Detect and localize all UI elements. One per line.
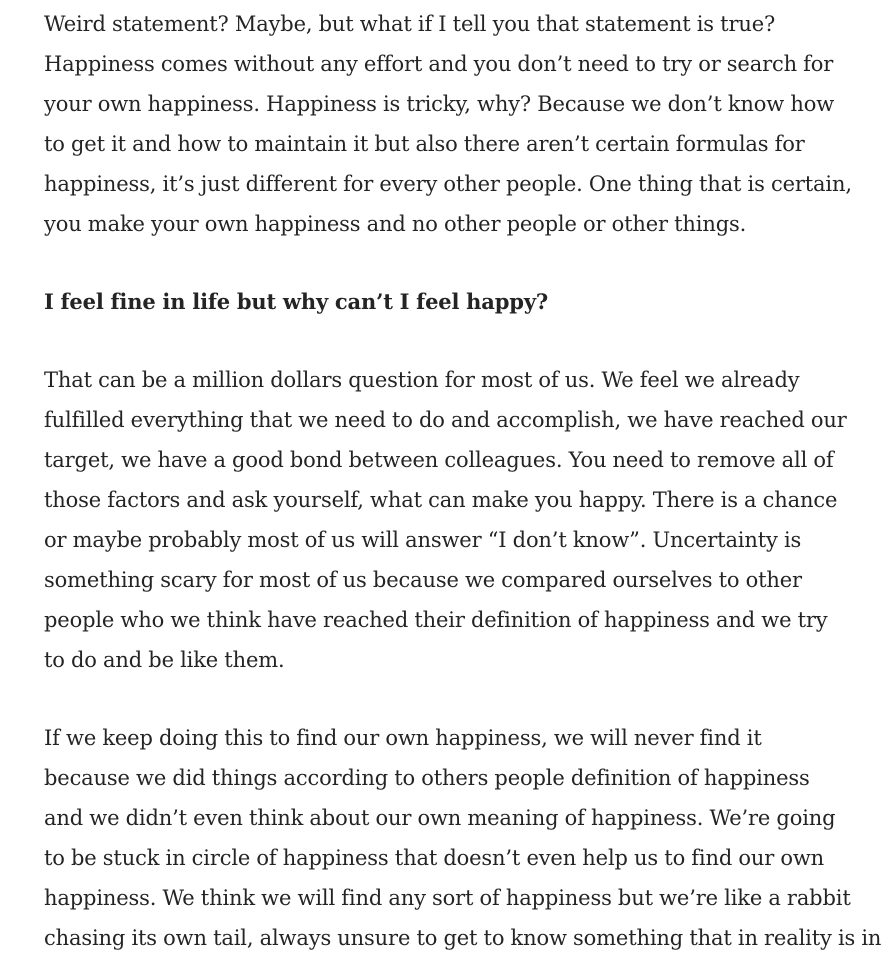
paragraph-circle [44, 718, 894, 958]
paragraph-spacer [44, 244, 894, 282]
paragraph-intro [44, 4, 894, 244]
text-line: to be stuck in circle of happiness that doesn’t even help us to find our own [44, 846, 825, 870]
paragraph-spacer [44, 680, 894, 718]
text-line: Happiness comes without any effort and you don’t need to try or search for [44, 52, 834, 76]
text-line: Weird statement? Maybe, but what if I tell you that statement is true? [44, 12, 776, 36]
text-line: to get it and how to maintain it but also there aren’t certain formulas for [44, 132, 805, 156]
text-line: happiness. We think we will find any sort of happiness but we’re like a rabbit [44, 886, 851, 910]
text-line: you make your own happiness and no other people or other things. [44, 212, 747, 236]
text-line: fulfilled everything that we need to do and accomplish, we have reached our [44, 408, 847, 432]
text-line: That can be a million dollars question for most of us. We feel we already [44, 368, 800, 392]
text-line: people who we think have reached their definition of happiness and we try [44, 608, 828, 632]
text-line: target, we have a good bond between colleagues. You need to remove all of [44, 448, 834, 472]
paragraph-spacer [44, 322, 894, 360]
text-line: to do and be like them. [44, 648, 285, 672]
section-heading: I feel fine in life but why can’t I feel happy? [44, 289, 549, 314]
text-line: chasing its own tail, always unsure to get to know something that in reality is in [44, 926, 882, 950]
text-line: or maybe probably most of us will answer “I don’t know”. Uncertainty is [44, 528, 802, 552]
text-line: happiness, it’s just different for every other people. One thing that is certain, [44, 172, 852, 196]
paragraph-question [44, 360, 894, 680]
text-line: If we keep doing this to find our own happiness, we will never find it [44, 726, 762, 750]
text-line: because we did things according to others people definition of happiness [44, 766, 810, 790]
text-line: your own happiness. Happiness is tricky, why? Because we don’t know how [44, 92, 835, 116]
text-line: and we didn’t even think about our own meaning of happiness. We’re going [44, 806, 836, 830]
text-line: those factors and ask yourself, what can make you happy. There is a chance [44, 488, 838, 512]
article-body [44, 4, 894, 958]
text-line: something scary for most of us because we compared ourselves to other [44, 568, 802, 592]
